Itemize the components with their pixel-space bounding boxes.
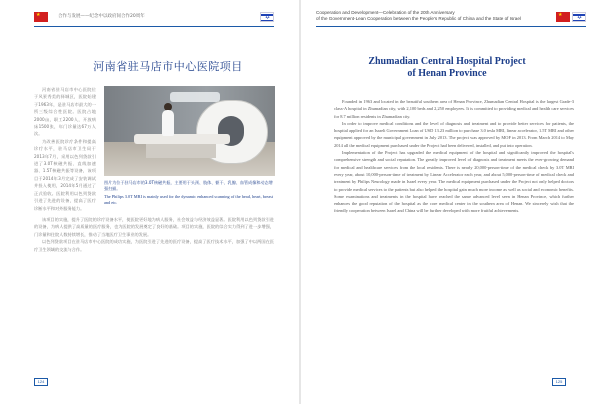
left-bottom-paragraph: 该项目的实施，提升了医院的诊疗设备水平，使医院更好地为病人服务，社会效益与经济效益显著。医院利用以色列贷款引进的设备，为病人提供了高质量的医疗服务，也为医院的发展奠定了良好的基础。项目的实施，医院的综合实力得到了进一步增强，门诊量和住院人数持续增长，推动了当地医疗卫生事业的发展。 [34,217,274,237]
left-header-text: 合作与发展——纪念中以政府间合作20周年 [58,14,145,19]
right-body-paragraph: Founded in 1963 and located in the beautiful southern area of Henan Province, Zhumadian Central Hospital is the largest Grade-3 class-A hospital in Zhumadian city, with 2,100 beds and 2,250 employees. It is committed to providing medical and health care services for 8.7 million residents in Zhumadian city. [334,99,574,119]
right-page-title [322,56,572,80]
left-column-paragraph: 河南省驻马店市中心医院位于风景秀美的驿城区，医院始建于1963年，是驻马店市最大的一所三级综合性医院。医院占地2000亩，职工2200人，开放病床1500张，年门诊量达67万人次。 [34,87,96,137]
right-header-text [316,10,548,22]
israel-flag-icon: ✡ [572,12,586,22]
left-bottom-paragraph: 以色列贷款项目在驻马店市中心医院的成功实施，为医院引进了先进的医疗设备，提高了医疗技术水平，加强了中以两国在医疗卫生领域的交流与合作。 [34,239,274,252]
right-body-paragraph: In order to improve medical conditions and the level of diagnosis and treatment and to provide better services for patients, the hospital applied for an Israeli Government Loan of USD 13.23 million to purchase 3.0 tesla MRI, linear accelerator, 1.5T MRI and other equipment approved by the municipal government in July 2013. The project was approved by MOF in 2013. From March 2014 to May 2014 all the medical equipment purchased under the Project had been delivered, installed, and put into operation. [334,120,574,148]
technician-figure [162,110,174,136]
page-gutter [299,0,301,404]
right-body-text [334,98,574,215]
left-column-text [34,86,96,212]
right-page-header [316,10,586,34]
right-title-line1: Zhumadian Central Hospital Project [368,56,526,67]
left-page-number: 124 [34,378,48,386]
patient-table-shape [134,134,230,144]
right-header-rule [316,26,586,27]
right-page-number: 125 [552,378,566,386]
left-header-rule [34,26,274,27]
left-column-paragraph: 为改善医院诊疗条件和提高诊疗水平，驻马店市卫生局于2013年7月，采用以色列贷款引进了3.0T核磁共振、直线加速器、1.5T核磁共振等设备，该项目于2014年3月完成了安装调试并投入使用，2014年5月通过了正式验收。医院利用以色列贷款引进了先进的设备，提高了医疗诊断水平和对外服务能力。 [34,138,96,211]
right-title-line2: of Henan Province [407,68,487,79]
photo-caption-cn: 图片为位于驻马店市的3.0T核磁共振，主要用于头颈、肢体、躯干、乳腺、血管成像和动态增强扫描。 [104,180,273,192]
mri-photo [104,86,275,176]
china-flag-icon: ★ [556,12,570,22]
left-bottom-text [34,216,274,253]
left-page-header [34,10,274,34]
right-body-paragraph: Implementation of the Project has upgraded the medical equipment of the hospital and significantly improved the hospital's comprehensive strength and social reputation. The greatly improved level of diagnosis and treatment meets the ever-growing demand for medical and healthcare services from the local residents. There is nearly 20,000-person-time of the medical check by 3.0T MRI every year, about 10,000-person-time of treatment by Linear Accelerator each year, and about 5,000-person-time of medical check and treatment by Philips Neurology made in Israel every year. The medical equipment purchased under the Project not only helped doctors to provide medical services to the patients but also helped the hospital gain much more income as well as social and economic benefits. Some examinations and treatments in the hospital have reached the same advanced level seen in Henan Province, which further enhances the good reputation of the hospital as the core medical center in the southern area of Henan. We sincerely wish that the friendly cooperation between Israel and China will be further developed with more fruitful achievements. [334,150,574,214]
right-header-line2: of the Government-Lean Cooperation between the People's Republic of China and the State of Israel [316,16,521,21]
china-flag-icon: ★ [34,12,48,22]
left-page-title: 河南省驻马店市中心医院项目 [93,60,243,73]
israel-flag-icon: ✡ [260,12,274,22]
right-header-line1: Cooperation and Development—Celebration of the 20th Anniversary [316,10,455,15]
photo-caption-en: The Philips 3.0T MRI is mainly used for the dynamic enhanced scanning of the head, heart, breast and etc. [104,193,274,205]
photo-caption [104,180,275,206]
